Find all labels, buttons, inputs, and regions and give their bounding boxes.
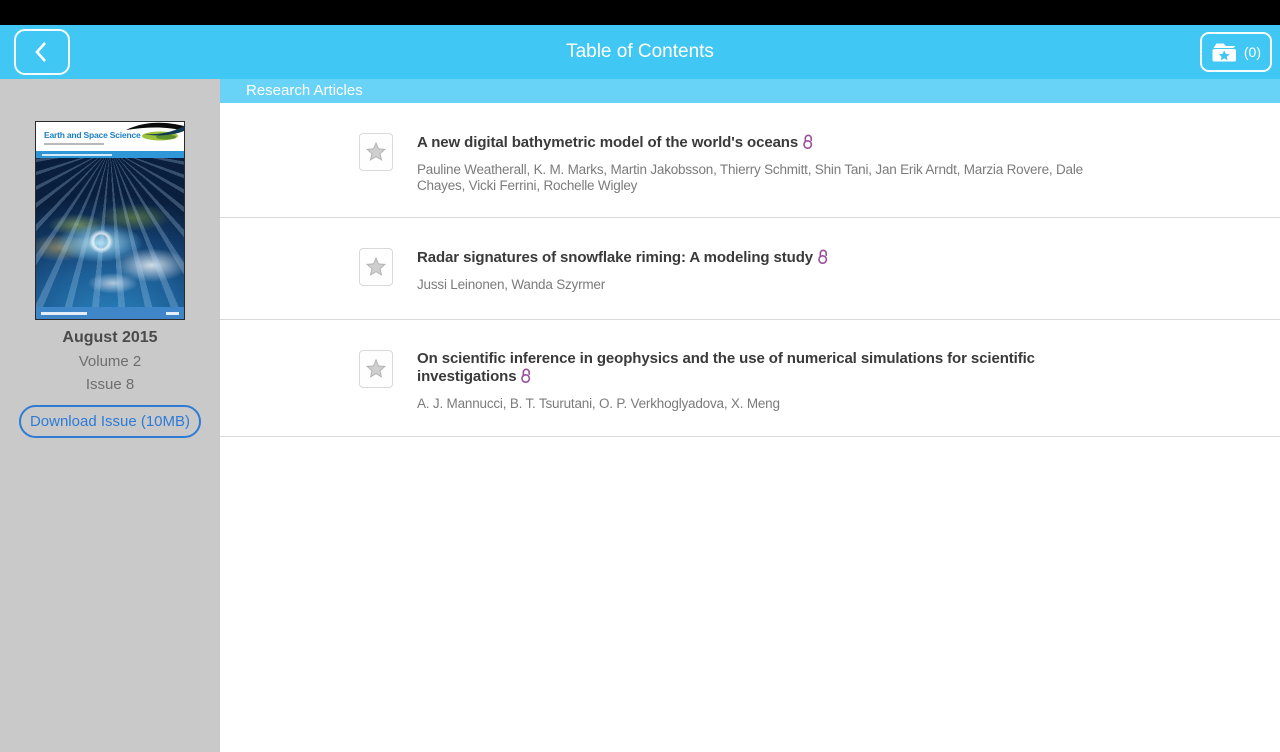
article-title-text: On scientific inference in geophysics and the use of numerical simulations for scientific investigations (417, 350, 1035, 385)
status-bar (0, 0, 1280, 25)
saved-count-badge: (0) (1243, 44, 1261, 60)
cover-journal-title: Earth and Space Science (44, 130, 141, 140)
article-title (417, 350, 1117, 388)
cover-masthead (36, 122, 184, 151)
favorite-star-button[interactable] (359, 248, 393, 286)
open-access-icon (817, 248, 829, 269)
article-title-text: A new digital bathymetric model of the world's oceans (417, 134, 799, 151)
issue-cover[interactable] (35, 121, 185, 320)
favorite-star-button[interactable] (359, 350, 393, 388)
article-title-text: Radar signatures of snowflake riming: A modeling study (417, 249, 814, 266)
saved-articles-button[interactable] (1200, 32, 1272, 72)
open-access-icon (802, 133, 814, 154)
star-icon (364, 357, 388, 381)
star-icon (364, 140, 388, 164)
volume-label: Volume 2 (78, 353, 142, 370)
article-text-block (417, 248, 1117, 293)
favorite-star-button[interactable] (359, 133, 393, 171)
article-title (417, 133, 1117, 154)
content-area (0, 79, 1280, 752)
article-row[interactable] (220, 320, 1280, 437)
chevron-left-icon (30, 38, 54, 66)
article-text-block (417, 133, 1117, 193)
toc-main (220, 79, 1280, 752)
open-access-icon (520, 367, 532, 388)
folder-star-icon (1211, 41, 1238, 64)
cover-issue-text-placeholder (42, 154, 112, 156)
app-header (0, 25, 1280, 79)
article-title (417, 248, 1117, 269)
download-issue-button[interactable]: Download Issue (10MB) (19, 405, 201, 438)
section-header (220, 79, 1280, 103)
article-authors: A. J. Mannucci, B. T. Tsurutani, O. P. Verkhoglyadova, X. Meng (417, 396, 780, 411)
page-title: Table of Contents (566, 41, 714, 62)
back-button[interactable] (14, 29, 70, 75)
cover-issue-line (36, 151, 184, 158)
cover-publisher-text-placeholder (41, 312, 87, 315)
issue-sidebar (0, 79, 220, 752)
cover-footer-band (36, 307, 184, 319)
section-header-label: Research Articles (246, 82, 363, 99)
star-icon (364, 255, 388, 279)
cover-earth-photo (36, 158, 184, 307)
article-authors: Pauline Weatherall, K. M. Marks, Martin Jakobsson, Thierry Schmitt, Shin Tani, Jan Erik Arndt, Marzia Rovere, Dale Chayes, Vicki Ferrini, Rochelle Wigley (417, 162, 1083, 193)
issue-number-label: Issue 8 (85, 376, 135, 393)
article-row[interactable] (220, 103, 1280, 218)
cover-subtitle-placeholder (44, 143, 104, 145)
article-text-block (417, 350, 1117, 412)
issue-date-label: August 2015 (62, 329, 158, 346)
cover-swoosh-graphic (116, 122, 184, 144)
cover-footer-right-placeholder (166, 312, 179, 315)
article-authors: Jussi Leinonen, Wanda Szyrmer (417, 277, 606, 292)
article-row[interactable] (220, 218, 1280, 320)
